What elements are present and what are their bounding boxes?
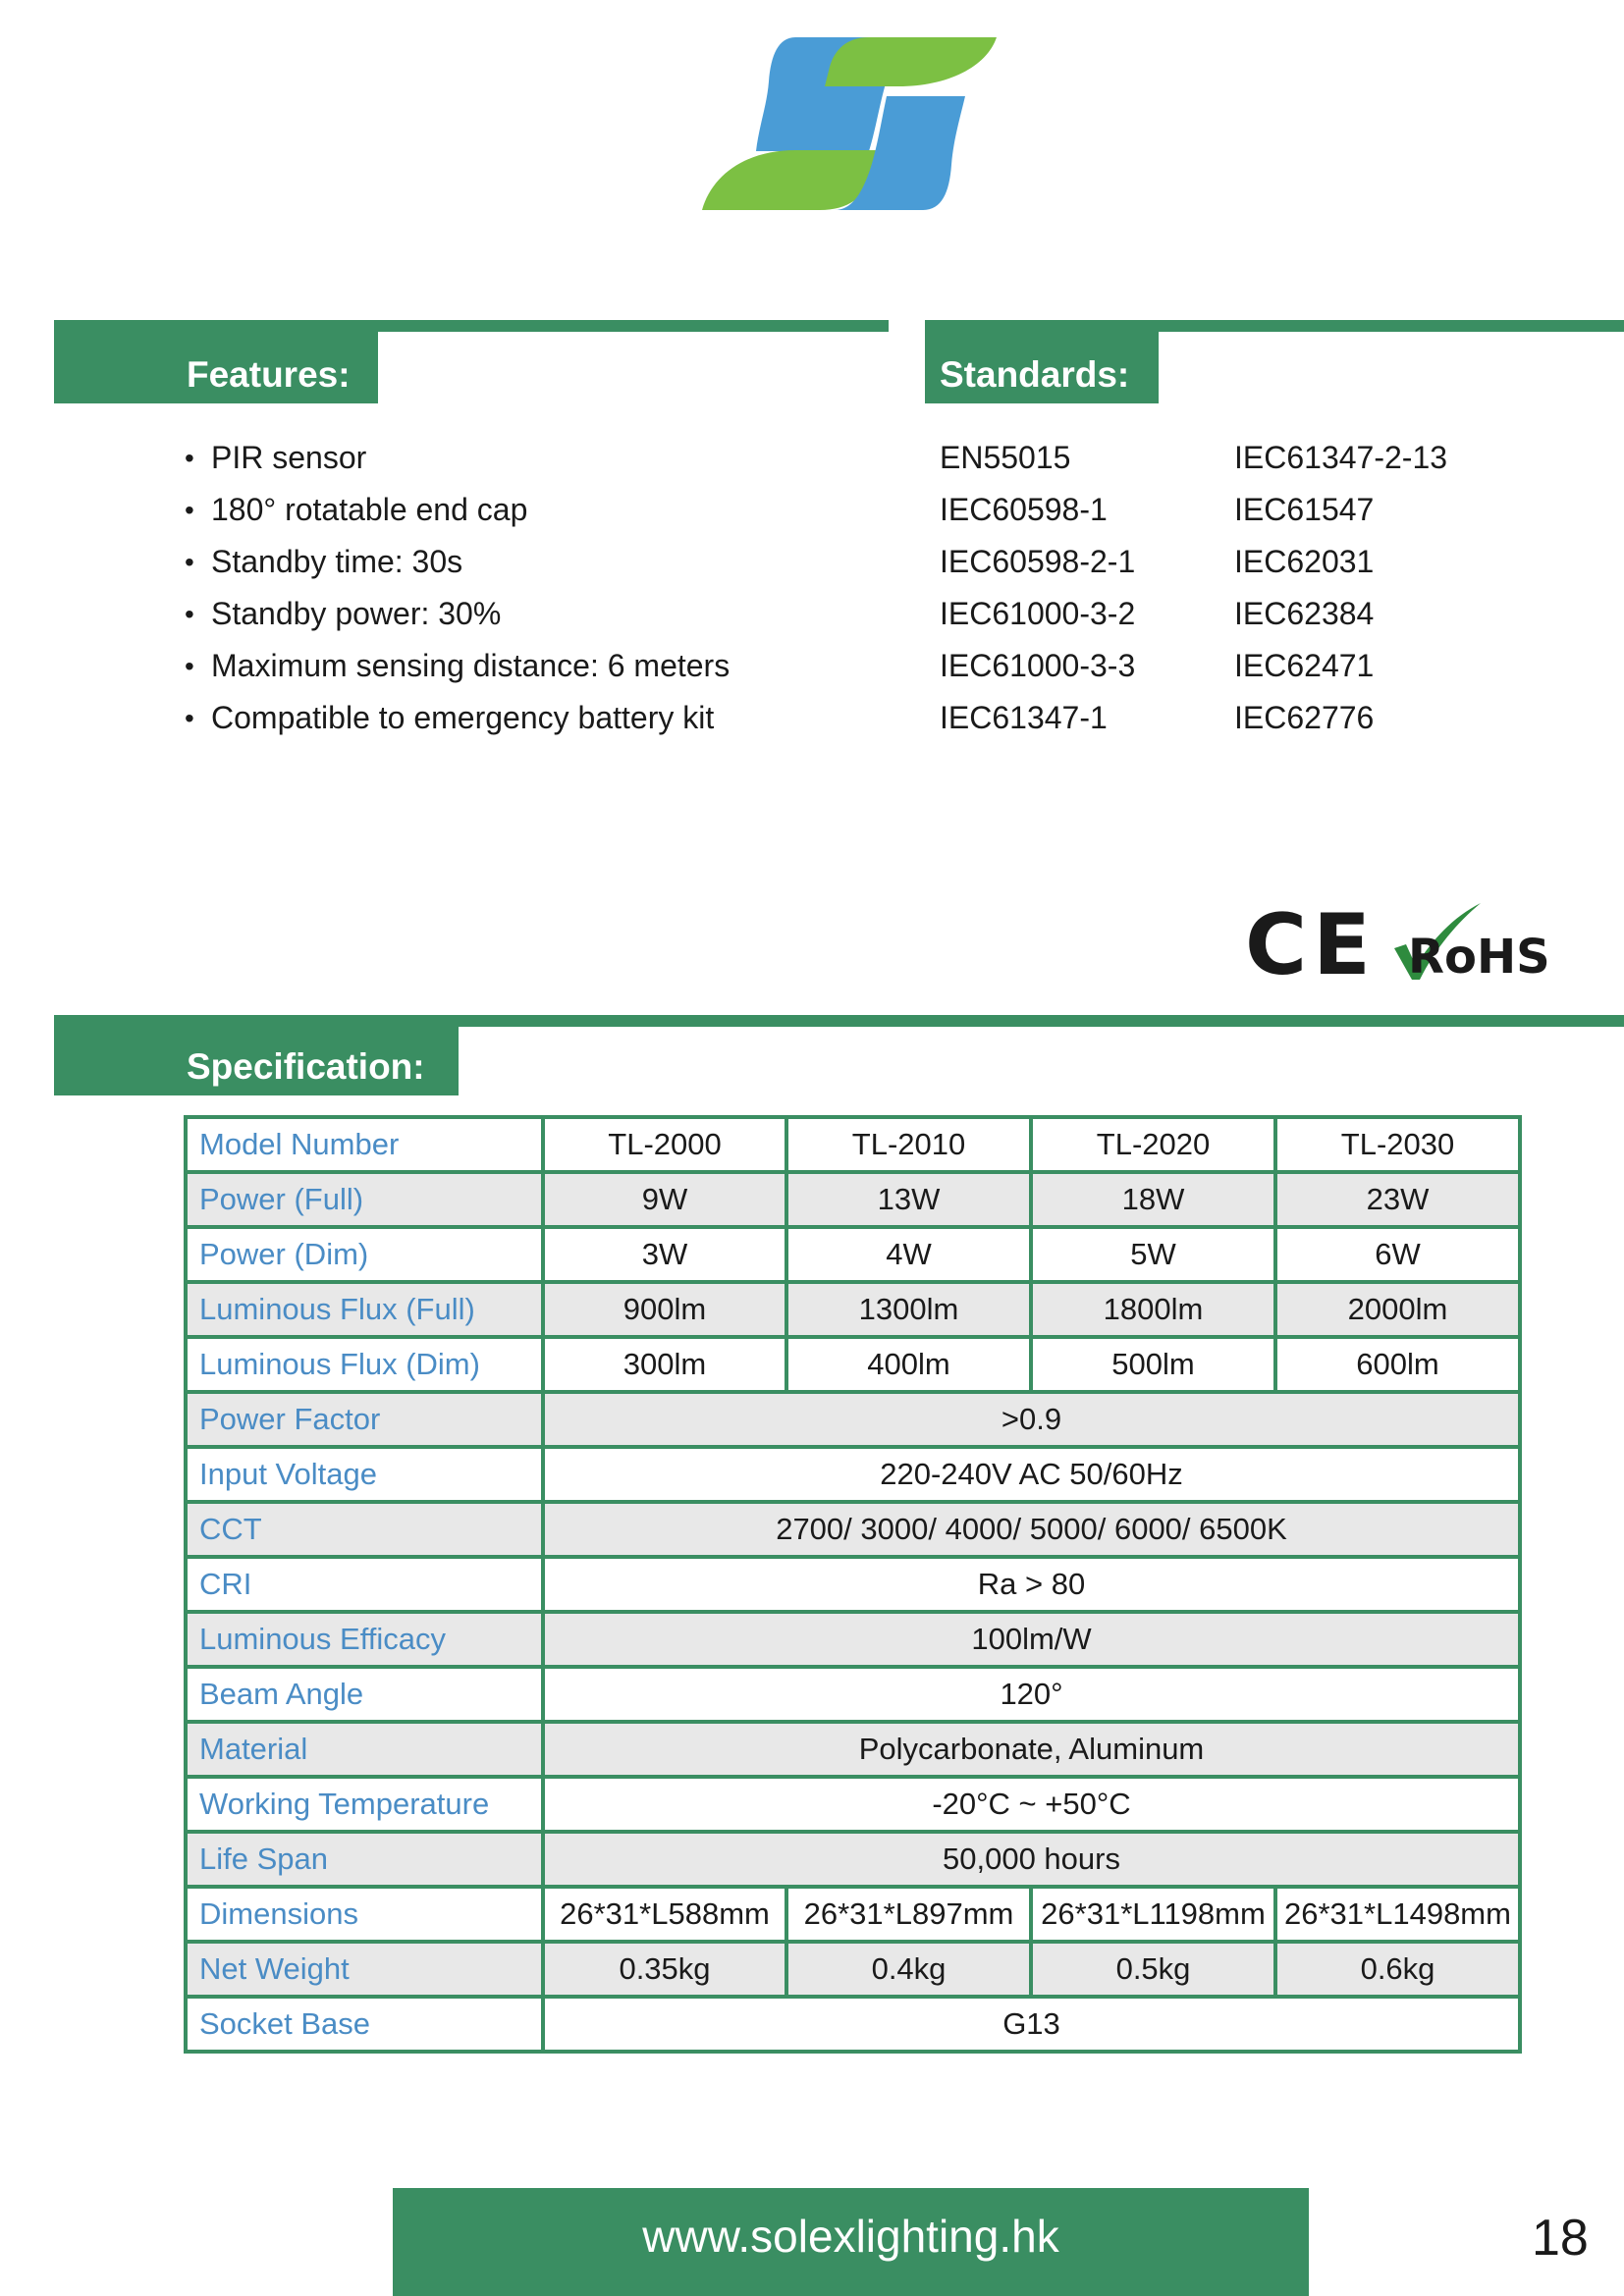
standards-heading-tab: [925, 320, 1159, 403]
table-row: [186, 1392, 1520, 1447]
table-row: [186, 1227, 1520, 1282]
row-label: Power Factor: [186, 1392, 543, 1447]
cell-value: 1300lm: [786, 1282, 1031, 1337]
row-label: Power (Full): [186, 1172, 543, 1227]
cell-value: 0.35kg: [543, 1942, 786, 1997]
table-row: [186, 1447, 1520, 1502]
cell-value: 50,000 hours: [543, 1832, 1520, 1887]
row-label: Luminous Flux (Dim): [186, 1337, 543, 1392]
feature-item: • Standby power: 30%: [185, 588, 730, 640]
row-label: Material: [186, 1722, 543, 1777]
cell-value: TL-2020: [1031, 1117, 1275, 1172]
cell-value: 5W: [1031, 1227, 1275, 1282]
cell-value: 2000lm: [1275, 1282, 1520, 1337]
standard-item: IEC62031: [1234, 544, 1375, 579]
features-heading: Features:: [187, 354, 351, 395]
rohs-text: RoHS: [1408, 930, 1550, 982]
cell-value: Ra > 80: [543, 1557, 1520, 1612]
standards-column-1: [940, 432, 1135, 744]
row-label: Luminous Efficacy: [186, 1612, 543, 1667]
features-list: [185, 432, 730, 744]
standard-item: IEC60598-1: [940, 492, 1108, 527]
features-heading-tab: [54, 320, 378, 403]
cell-value: 0.5kg: [1031, 1942, 1275, 1997]
cell-value: 26*31*L1498mm: [1275, 1887, 1520, 1942]
specification-heading-tab: [54, 1015, 459, 1095]
cell-value: 0.6kg: [1275, 1942, 1520, 1997]
cell-value: 100lm/W: [543, 1612, 1520, 1667]
row-label: Life Span: [186, 1832, 543, 1887]
feature-item: • 180° rotatable end cap: [185, 484, 730, 536]
row-label: Luminous Flux (Full): [186, 1282, 543, 1337]
ce-mark-icon: CE: [1245, 896, 1377, 994]
cell-value: TL-2010: [786, 1117, 1031, 1172]
table-row: [186, 1997, 1520, 2052]
table-row: [186, 1612, 1520, 1667]
feature-item: • Compatible to emergency battery kit: [185, 692, 730, 744]
table-row: [186, 1887, 1520, 1942]
table-row: [186, 1777, 1520, 1832]
cell-value: 18W: [1031, 1172, 1275, 1227]
solex-logo-icon: [702, 37, 1001, 210]
row-label: Beam Angle: [186, 1667, 543, 1722]
page-number: 18: [1532, 2210, 1589, 2267]
cell-value: 600lm: [1275, 1337, 1520, 1392]
standard-item: IEC61547: [1234, 492, 1375, 527]
standard-item: IEC62776: [1234, 700, 1375, 735]
cell-value: 300lm: [543, 1337, 786, 1392]
specification-heading: Specification:: [187, 1046, 425, 1087]
standards-heading: Standards:: [940, 354, 1130, 395]
standard-item: IEC61000-3-2: [940, 596, 1136, 631]
standard-item: IEC61347-2-13: [1234, 440, 1448, 475]
cell-value: 6W: [1275, 1227, 1520, 1282]
row-label: Input Voltage: [186, 1447, 543, 1502]
specification-table: [184, 1115, 1522, 2054]
cell-value: 26*31*L897mm: [786, 1887, 1031, 1942]
row-label: Dimensions: [186, 1887, 543, 1942]
table-row: [186, 1942, 1520, 1997]
feature-item: • PIR sensor: [185, 432, 730, 484]
standard-item: IEC61347-1: [940, 700, 1108, 735]
cell-value: >0.9: [543, 1392, 1520, 1447]
row-label: Working Temperature: [186, 1777, 543, 1832]
table-row: [186, 1117, 1520, 1172]
row-label: CCT: [186, 1502, 543, 1557]
table-row: [186, 1337, 1520, 1392]
standard-item: IEC60598-2-1: [940, 544, 1136, 579]
standards-column-2: [1234, 432, 1447, 744]
cell-value: 26*31*L588mm: [543, 1887, 786, 1942]
table-row: [186, 1667, 1520, 1722]
standard-item: EN55015: [940, 440, 1071, 475]
feature-item: • Standby time: 30s: [185, 536, 730, 588]
table-row: [186, 1502, 1520, 1557]
standard-item: IEC61000-3-3: [940, 648, 1136, 683]
cell-value: 120°: [543, 1667, 1520, 1722]
cell-value: 9W: [543, 1172, 786, 1227]
cell-value: 2700/ 3000/ 4000/ 5000/ 6000/ 6500K: [543, 1502, 1520, 1557]
cell-value: 3W: [543, 1227, 786, 1282]
standard-item: IEC62471: [1234, 648, 1375, 683]
row-label: CRI: [186, 1557, 543, 1612]
cell-value: 13W: [786, 1172, 1031, 1227]
cell-value: 4W: [786, 1227, 1031, 1282]
standard-item: IEC62384: [1234, 596, 1375, 631]
cell-value: 220-240V AC 50/60Hz: [543, 1447, 1520, 1502]
row-label: Model Number: [186, 1117, 543, 1172]
cell-value: TL-2000: [543, 1117, 786, 1172]
website-link[interactable]: www.solexlighting.hk: [642, 2211, 1059, 2262]
cell-value: -20°C ~ +50°C: [543, 1777, 1520, 1832]
cell-value: 1800lm: [1031, 1282, 1275, 1337]
cell-value: 900lm: [543, 1282, 786, 1337]
cell-value: 0.4kg: [786, 1942, 1031, 1997]
rohs-mark-icon: [1392, 901, 1555, 982]
row-label: Power (Dim): [186, 1227, 543, 1282]
footer-bar: [393, 2188, 1309, 2296]
table-row: [186, 1172, 1520, 1227]
cell-value: 400lm: [786, 1337, 1031, 1392]
table-row: [186, 1282, 1520, 1337]
feature-item: • Maximum sensing distance: 6 meters: [185, 640, 730, 692]
table-row: [186, 1557, 1520, 1612]
cell-value: 26*31*L1198mm: [1031, 1887, 1275, 1942]
cell-value: TL-2030: [1275, 1117, 1520, 1172]
table-row: [186, 1722, 1520, 1777]
cell-value: 500lm: [1031, 1337, 1275, 1392]
cell-value: 23W: [1275, 1172, 1520, 1227]
table-row: [186, 1832, 1520, 1887]
row-label: Socket Base: [186, 1997, 543, 2052]
row-label: Net Weight: [186, 1942, 543, 1997]
cell-value: Polycarbonate, Aluminum: [543, 1722, 1520, 1777]
cell-value: G13: [543, 1997, 1520, 2052]
